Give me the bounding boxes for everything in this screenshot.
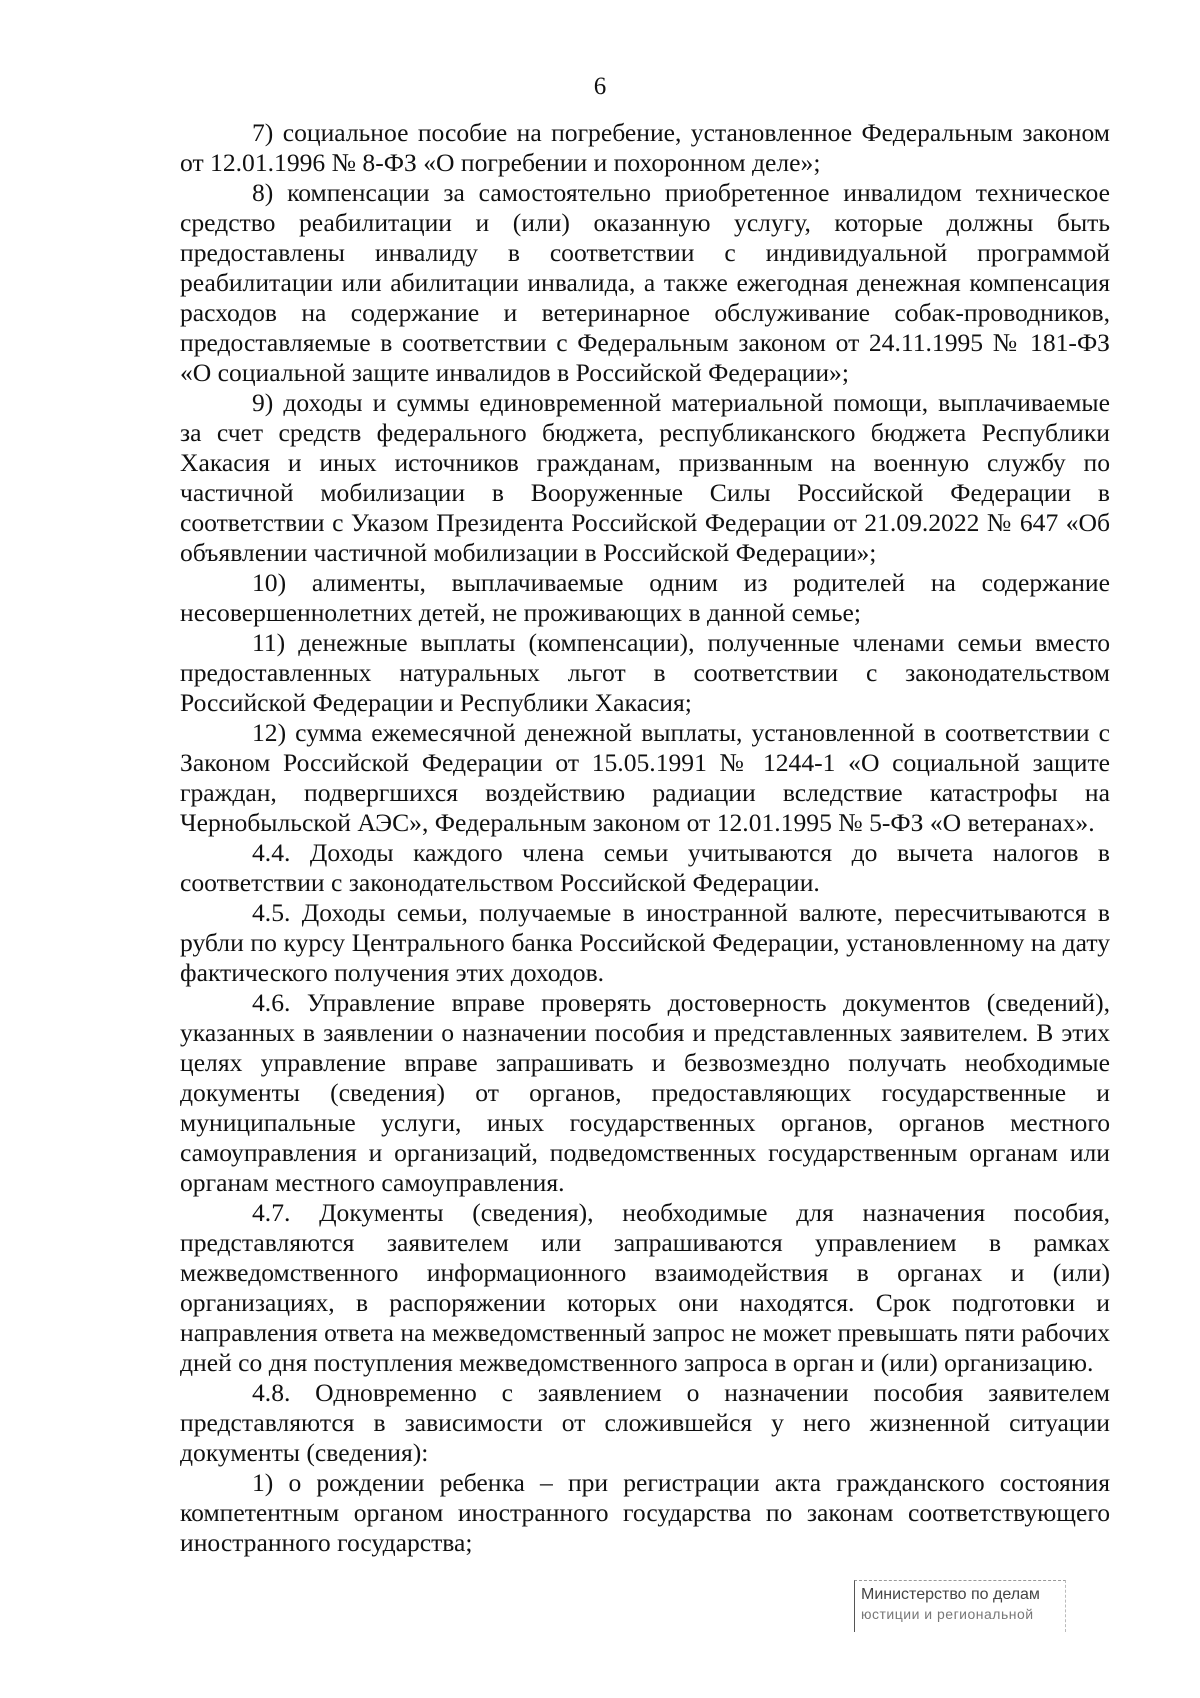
paragraph-item-10: 10) алименты, выплачиваемые одним из родителей на содержание несовершеннолетних детей, не проживающих в данной семье; bbox=[180, 568, 1110, 627]
paragraph-item-8: 8) компенсации за самостоятельно приобретенное инвалидом техническое средство реабилитации и (или) оказанную услугу, которые должны быть предоставлены инвалиду в соответствии с индивидуальной программой реабилитации или абилитации инвалида, а также ежегодная денежная компенсация расходов на содержание и ветеринарное обслуживание собак-проводников, предоставляемые в соответствии с Федеральным законом от 24.11.1995 № 181-ФЗ «О социальной защите инвалидов в Российской Федерации»; bbox=[180, 178, 1110, 387]
paragraph-item-7: 7) социальное пособие на погребение, установленное Федеральным законом от 12.01.1996 № 8-ФЗ «О погребении и похоронном деле»; bbox=[180, 118, 1110, 177]
paragraph-item-11: 11) денежные выплаты (компенсации), полученные членами семьи вместо предоставленных натуральных льгот в соответствии с законодательством Российской Федерации и Республики Хакасия; bbox=[180, 628, 1110, 717]
paragraph-4-6: 4.6. Управление вправе проверять достоверность документов (сведений), указанных в заявлении о назначении пособия и представленных заявителем. В этих целях управление вправе запрашивать и безвозмездно получать необходимые документы (сведения) от органов, предоставляющих государственные и муниципальные услуги, иных государственных органов, органов местного самоуправления и организаций, подведомственных государственным органам или органам местного самоуправления. bbox=[180, 988, 1110, 1197]
paragraph-item-12: 12) сумма ежемесячной денежной выплаты, установленной в соответствии с Законом Российской Федерации от 15.05.1991 № 1244-1 «О социальной защите граждан, подвергшихся воздействию радиации вследствие катастрофы на Чернобыльской АЭС», Федеральным законом от 12.01.1995 № 5-ФЗ «О ветеранах». bbox=[180, 718, 1110, 837]
stamp-line-1: Министерство по делам bbox=[861, 1586, 1040, 1603]
ministry-stamp bbox=[854, 1580, 1066, 1632]
paragraph-4-5: 4.5. Доходы семьи, получаемые в иностранной валюте, пересчитываются в рубли по курсу Центрального банка Российской Федерации, установленному на дату фактического получения этих доходов. bbox=[180, 898, 1110, 987]
paragraph-4-7: 4.7. Документы (сведения), необходимые для назначения пособия, представляются заявителем или запрашиваются управлением в рамках межведомственного информационного взаимодействия в органах и (или) организациях, в распоряжении которых они находятся. Срок подготовки и направления ответа на межведомственный запрос не может превышать пяти рабочих дней со дня поступления межведомственного запроса в орган и (или) организацию. bbox=[180, 1198, 1110, 1377]
document-body bbox=[180, 118, 1110, 1558]
page-number: 6 bbox=[593, 73, 607, 100]
paragraph-item-9: 9) доходы и суммы единовременной материальной помощи, выплачиваемые за счет средств федерального бюджета, республиканского бюджета Республики Хакасия и иных источников гражданам, призванным на военную службу по частичной мобилизации в Вооруженные Силы Российской Федерации в соответствии с Указом Президента Российской Федерации от 21.09.2022 № 647 «Об объявлении частичной мобилизации в Российской Федерации»; bbox=[180, 388, 1110, 567]
stamp-line-2: юстиции и региональной bbox=[861, 1606, 1034, 1622]
paragraph-4-4: 4.4. Доходы каждого члена семьи учитываются до вычета налогов в соответствии с законодательством Российской Федерации. bbox=[180, 838, 1110, 897]
paragraph-4-8-item-1: 1) о рождении ребенка – при регистрации акта гражданского состояния компетентным органом иностранного государства по законам соответствующего иностранного государства; bbox=[180, 1468, 1110, 1557]
paragraph-4-8: 4.8. Одновременно с заявлением о назначении пособия заявителем представляются в зависимости от сложившейся у него жизненной ситуации документы (сведения): bbox=[180, 1378, 1110, 1467]
